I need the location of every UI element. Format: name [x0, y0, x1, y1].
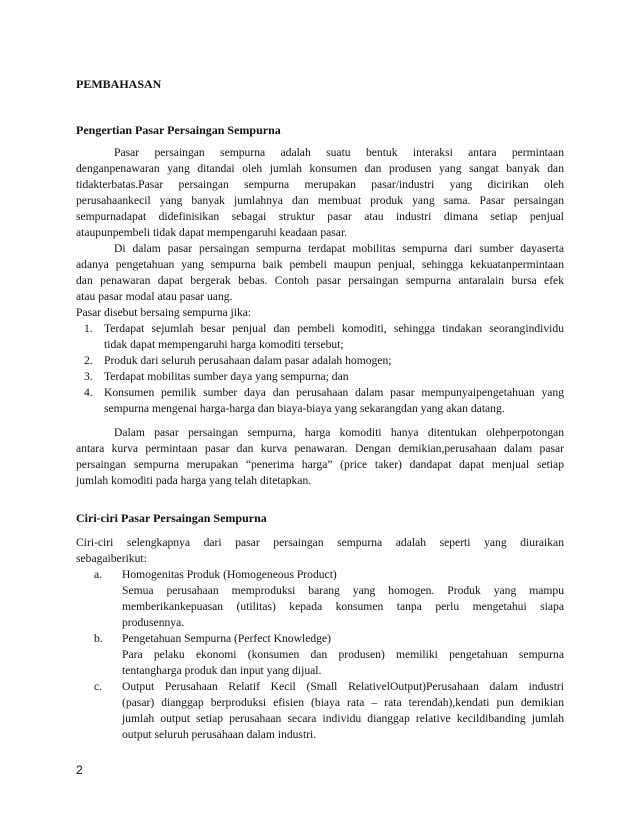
text-line: jumlah output setiap perusahaan secara individu dianggap relative kecildibanding jumlah: [122, 712, 564, 725]
list-intro: Pasar disebut bersaing sempurna jika:: [76, 306, 252, 319]
text-line: ataupunpembeli tidak dapat mempengaruhi keadaan pasar.: [76, 226, 348, 239]
text-line: Produk dari seluruh perusahaan dalam pasar adalah homogen;: [104, 354, 392, 367]
text-line: Pasar persaingan sempurna adalah suatu bentuk interaksi antara permintaan: [114, 146, 564, 159]
list-item: [84, 353, 564, 369]
page-number: 2: [76, 763, 83, 777]
text-line: tidak dapat mempengaruhi harga komoditi tersebut;: [104, 338, 344, 351]
text-line: memberikankepuasan (utilitas) kepada konsumen tanpa perlu mengetahui siapa: [122, 600, 564, 613]
list-marker: 4.: [84, 386, 93, 399]
list-marker: a.: [94, 568, 103, 581]
text-line: Dalam pasar persaingan sempurna, harga komoditi hanya ditentukan olehperpotongan: [114, 426, 564, 439]
text-line: sempurnadapat didefinisikan sebagai struktur pasar atau industri dimana setiap penjual: [76, 210, 564, 223]
text-line: dan penawaran dapat bergerak bebas. Contoh pasar persaingan sempurna antaralain bursa efek: [76, 274, 564, 287]
text-line: output seluruh perusahaan dalam industri.: [122, 728, 317, 741]
text-line: Terdapat mobilitas sumber daya yang sempurna; dan: [104, 370, 349, 383]
section2-title: Ciri-ciri Pasar Persaingan Sempurna: [76, 511, 267, 525]
text-line: perusahaankecil yang banyak jumlahnya dan membuat produk yang sama. Pasar persaingan: [76, 194, 564, 207]
text-line: Output Perusahaan Relatif Kecil (Small RelativelOutput)Perusahaan dalam industri: [122, 680, 564, 693]
section1-title: Pengertian Pasar Persaingan Sempurna: [76, 123, 281, 137]
section1-paragraph-1: [76, 145, 564, 241]
section1-paragraph-3: [76, 425, 564, 489]
list-item: [94, 567, 564, 631]
list-marker: 1.: [84, 322, 93, 335]
page-heading: PEMBAHASAN: [76, 77, 162, 91]
section2-intro: [76, 535, 564, 567]
list-marker: 2.: [84, 354, 93, 367]
text-line: Homogenitas Produk (Homogeneous Product): [122, 568, 337, 581]
text-line: produsennya.: [122, 616, 185, 629]
text-line: Semua perusahaan memproduksi barang yang homogen. Produk yang mampu: [122, 584, 564, 597]
text-line: tentangharga produk dan input yang dijual.: [122, 664, 322, 677]
text-line: adanya pengetahuan yang sempurna baik pembeli maupun penjual, sehingga kekuatanpermintaan: [76, 258, 564, 271]
text-line: sempurna mengenai harga-harga dan biaya-biaya yang sekarangdan yang akan datang.: [104, 402, 505, 415]
text-line: Pengetahuan Sempurna (Perfect Knowledge): [122, 632, 331, 645]
list-marker: 3.: [84, 370, 93, 383]
text-line: jumlah komoditi pada harga yang telah ditetapkan.: [76, 474, 312, 487]
list-marker: b.: [94, 632, 103, 645]
list-item: [84, 369, 564, 385]
text-line: atau pasar modal atau pasar uang.: [76, 290, 233, 303]
text-line: tidakterbatas.Pasar persaingan sempurna merupakan pasar/industri yang dicirikan oleh: [76, 178, 564, 191]
list-item: [84, 385, 564, 417]
list-marker: c.: [94, 680, 103, 693]
text-line: Konsumen pemilik sumber daya dan perusahaan dalam pasar mempunyaipengetahuan yang: [104, 386, 564, 399]
text-line: Di dalam pasar persaingan sempurna terdapat mobilitas sempurna dari sumber dayaserta: [114, 242, 564, 255]
text-line: denganpenawaran yang ditandai oleh jumlah konsumen dan produsen yang sangat banyak dan: [76, 162, 564, 175]
text-line: Para pelaku ekonomi (konsumen dan produsen) memiliki pengetahuan sempurna: [122, 648, 564, 661]
section1-paragraph-2: [76, 241, 564, 305]
list-item: [94, 679, 564, 743]
list-item: [94, 631, 564, 679]
text-line: Terdapat sejumlah besar penjual dan pembeli komoditi, sehingga tindakan seorangindividu: [104, 322, 564, 335]
text-line: persaingan sempurna merupakan “penerima harga” (price taker) dandapat dapat menjual setiap: [76, 458, 564, 471]
text-line: antara kurva permintaan pasar dan kurva penawaran. Dengan demikian,perusahaan dalam pasar: [76, 442, 564, 455]
text-line: (pasar) dianggap berproduksi efisien (biaya rata – rata terendah),kendati pun demikian: [122, 696, 564, 709]
list-item: [84, 321, 564, 353]
text-line: sebagaiberikut:: [76, 552, 147, 565]
text-line: Ciri-ciri selengkapnya dari pasar persaingan sempurna adalah seperti yang diuraikan: [76, 536, 564, 549]
